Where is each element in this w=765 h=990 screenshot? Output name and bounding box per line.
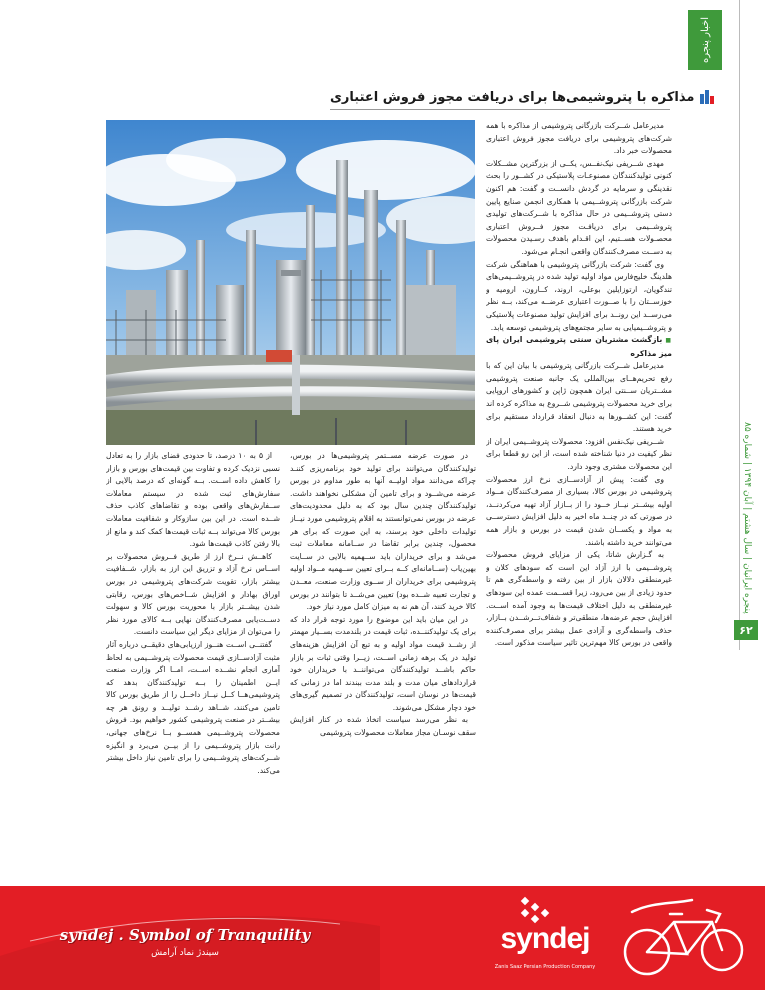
- brand-subtitle: Zanis Saaz Persian Production Company: [494, 964, 596, 970]
- paragraph: گفتنــی اســت هنــوز ارزیابی‌های دقیقــی درباره آثار مثبت آزادســازی قیمت محصولات پتروشــیمی به لحاظ آماری انجام نشــده اســت، امــا اگر وزارت صنعت ایــن اطمینان را بــه تولیدکنندگان بدهد که پتروشیمی‌هــا کــل نیــاز داخــل را از طریق بورس کالا تامین می‌کنند، شــاهد رشــد تولیــد و رونق هر چه بیشــتر در صنعت پتروشیمی کشور خواهیم بود. فروش محصولات پتروشــیمی همســو بــا نرخ‌های جهانی، رانت بازار پتروشــیمی را از بیــن می‌برد و انگیزه شــرکت‌های پتروشــیمی را برای تامین نیاز داخل بیشتر می‌کند.: [106, 639, 280, 775]
- paragraph: مهدی شــریفی نیک‌نفــس، یکــی از بزرگترین مشــکلات کنونی تولیدکنندگان مصنوعـات پلاستیکی در کشــور را بحث نقدینگی و سرمایه در گردش دانســت و گفت: هم اکنون شرکت بازرگانی پتروشــیمی با همکاری انجمن صنایع پایین دستی پتروشــیمی در حال مذاکره با شــرکت‌های تولیدی پتروشــیمی برای دریافـت مجوز فــروش اعتباری محصـولات هســتیم، این اقـدام باهدف رسـیدن محصولات به دســت مصرف‌کنندگان واقعی انجـام می‌شود.: [486, 158, 672, 256]
- slogan-persian: سیندژ نماد آرامش: [151, 948, 219, 958]
- paragraph: به گـزارش شاتا، یکی از مزایای فروش محصولات پتروشــیمی با ارز آزاد این است که سودهای کلان و غیرمنطقی دلالان بازار از بین رفته و واسطه‌گری هم تا حدود زیادی از بین می‌رود، زیرا قســمت عمده این سودهای غیرمنطقی به دلیل اختلاف قیمت‌ها به وجود آمده اســت. افزایش حجم عرضه‌ها، منطقی‌تر و شفاف‌تــرشــدن بــازار، حذف واسطه‌گری و آزادی عمل بیشتر برای مصرف‌کننده واقعی در بورس کالا مهم‌ترین تاثیر سیاست مذکور است.: [486, 550, 672, 648]
- footer-ad: [0, 886, 765, 990]
- issue-meta: [738, 420, 756, 615]
- refinery-photo: [106, 120, 475, 445]
- title-divider: [330, 109, 670, 110]
- slogan-english: syndej . Symbol of Tranquility: [59, 926, 311, 944]
- page-number: ۶۲: [734, 620, 758, 640]
- paragraph: در صورت عرضه مســتمر پتروشیمی‌ها در بورس، تولیدکنندگان می‌توانند برای تولید خود برنامه‌ریزی کننـد چراکه می‌دانند مواد اولیــه آنها به طور مداوم در بورس عرضه می‌شــود و برای تامین آن مشکلی نخواهند داشت. تولیدکنندگان چندین سال بود که به دلیل محدودیت‌های عرضه در بورس نمی‌توانستند به اقلام پتروشیمی مورد نیــاز تولیدات داخلی خود برسند، به این صورت که برای هر محصول، چندین برابر تقاضا در ســامانه معاملات ثبت می‌شد و برای خریداران باید ســهمیه بالایی در ســایت بهین‌یاب (ســامانه‌ای کــه بــرای تعیین ســهمیه مــواد اولیه پتروشیمی برای خریداران از ســوی وزارت صنعت، معــدن و تجارت تعبیه شــده بود) تعیین می‌شــد تا بتوانند در بورس کالا خرید کنند، آن هم نه به میزان کامل مورد نیاز خود.: [290, 451, 476, 612]
- section-tab: [688, 10, 722, 70]
- article-title-row: [330, 86, 695, 108]
- slogan: [50, 926, 320, 964]
- subheading: ■ بازگشت مشتریان سنتی پتروشیمی ایران پای میز مذاکره: [486, 334, 672, 360]
- article-column-1: [486, 120, 672, 882]
- paragraph: وی گفت: شرکت بازرگانی پتروشیمی با هماهنگی شرکت هلدینگ خلیج‌فارس مواد اولیه تولید شده در پتروشــیمی‌های تندگویان، ارتوزایلین بوعلی، اروند، کــارون، ارومیه و خوزســتان را با صــورت اعتباری عرضــه می‌کند، بــه نظر می‌رســد این رونــد برای افزایش تولید مصنوعات پلاستیکی و پتروشــیمیایی به سایر مجتمع‌های پتروشیمی توسعه یابد.: [486, 259, 672, 332]
- section-tab-label: اخبار پنجره: [699, 16, 711, 64]
- article-column-3: [106, 450, 280, 882]
- paragraph: کاهــش نــرخ ارز از طریق فــروش محصولات بر اســاس نرخ آزاد و تزریق این ارز به بازار، شــفافیت بیشتر بازار، تقویت شرکت‌های پتروشیمی در بورس اوراق بهادار و افزایش شــاخص‌های بورس، رقابتی شدن بیشــتر بازار با محوریت بورس کالا و سهولت دســت‌یابی مصرف‌کنندگان نهایی بــه کالای مورد نظر را می‌توان از مزایای دیگر این سیاست دانست.: [106, 551, 280, 637]
- paragraph: مدیرعامل شــرکت بازرگانی پتروشیمی با بیان این که با رفع تحریم‌هــای بین‌المللی یک جانبه صنعت پتروشیمی مشــتریان ســنتی ایران همچون ژاپن و کشورهای اروپایی برای خرید محصولات پتروشیمی شــروع به مذاکره کرده اند گفت: این کشــورها به دنبال انعقاد قرارداد مستقیم برای خرید هستند.: [486, 361, 672, 434]
- paragraph: شــریفی نیک‌نفس افزود: محصولات پتروشــیمی ایران از نظر کیفیت در دنیا شناخته شده است، از این رو قطعا برای این محصولات مشتری وجود دارد.: [486, 436, 672, 472]
- bar-chart-icon: [700, 90, 714, 104]
- issue-meta-text: پنجره ایرانیان | سال هشتم | آبان ۱۳۹۴ | شماره ۸۵: [742, 421, 752, 614]
- paragraph: از ۵ به ۱۰ درصد، تا حدودی فضای بازار را به تعادل نسبی نزدیک کرده و تفاوت بین قیمت‌های بورس و بازار را کاهش داده اســت. بــه گونه‌ای که درصد بالایی از سفارش‌های ثبت شده در سیستم معاملات ســفارش‌های واقعی بوده و تقاضاهای کاذب حذف شــده است. در این بین سازوکار و شفافیت معاملات بورس کالا می‌تواند بــه ثبات قیمت‌ها کمک کند و مانع از بالا رفتن کاذب قیمت‌ها شود.: [106, 451, 280, 549]
- paragraph: به نظر می‌رسد سیاست اتخاذ شده در کنار افزایش سقف نوسـان مجاز معاملات محصولات پتروشیمی: [290, 715, 476, 738]
- paragraph: در این میان باید این موضوع را مورد توجه قرار داد که برای یک تولیدکننــده، ثبات قیمت در بلندمدت بســیار مهمتر از رشــد قیمت مواد اولیه و به تبع آن افزایش هزینه‌های تولید در یک برهه زمانی اســت، زیــرا وقتی ثبات بر بازار حاکم باشــد تولیدکنندگان می‌تواننــد با خریداران خود قراردادهای میان مدت و بلند مدت ببندند اما در زمانی که قیمت‌ها در نوسان است، تولیدکنندگان در تصمیم گیری‌های خود دچار مشکل می‌شوند.: [290, 614, 476, 712]
- paragraph: وی گفت: پیش از آزادســازی نرخ ارز محصولات پتروشیمی در بورس کالا، بسیاری از مصرف‌کنندگان مــواد اولیه بیشــتر نیــاز خــود را از بــازار آزاد تهیه می‌کردنــد، در صورتی که در چنــد ماه اخیر به دلیل افزایش دسترســی به مواد و یکســان شدن قیمت در بورس و بازار همه می‌توانند خرید داشته باشند.: [486, 474, 672, 547]
- article-column-2: [290, 450, 476, 882]
- article-title: مذاکره با پتروشیمی‌ها برای دریافت مجوز فروش اعتباری: [330, 89, 695, 105]
- paragraph: مدیرعامل شــرکت بازرگانی پتروشیمی از مذاکره با همه شرکت‌های پتروشیمی برای دریافت مجوز فروش اعتباری محصولات خبر داد.: [486, 121, 672, 156]
- bicycle-illustration-icon: [612, 892, 752, 984]
- brand-name: syndej: [500, 922, 590, 955]
